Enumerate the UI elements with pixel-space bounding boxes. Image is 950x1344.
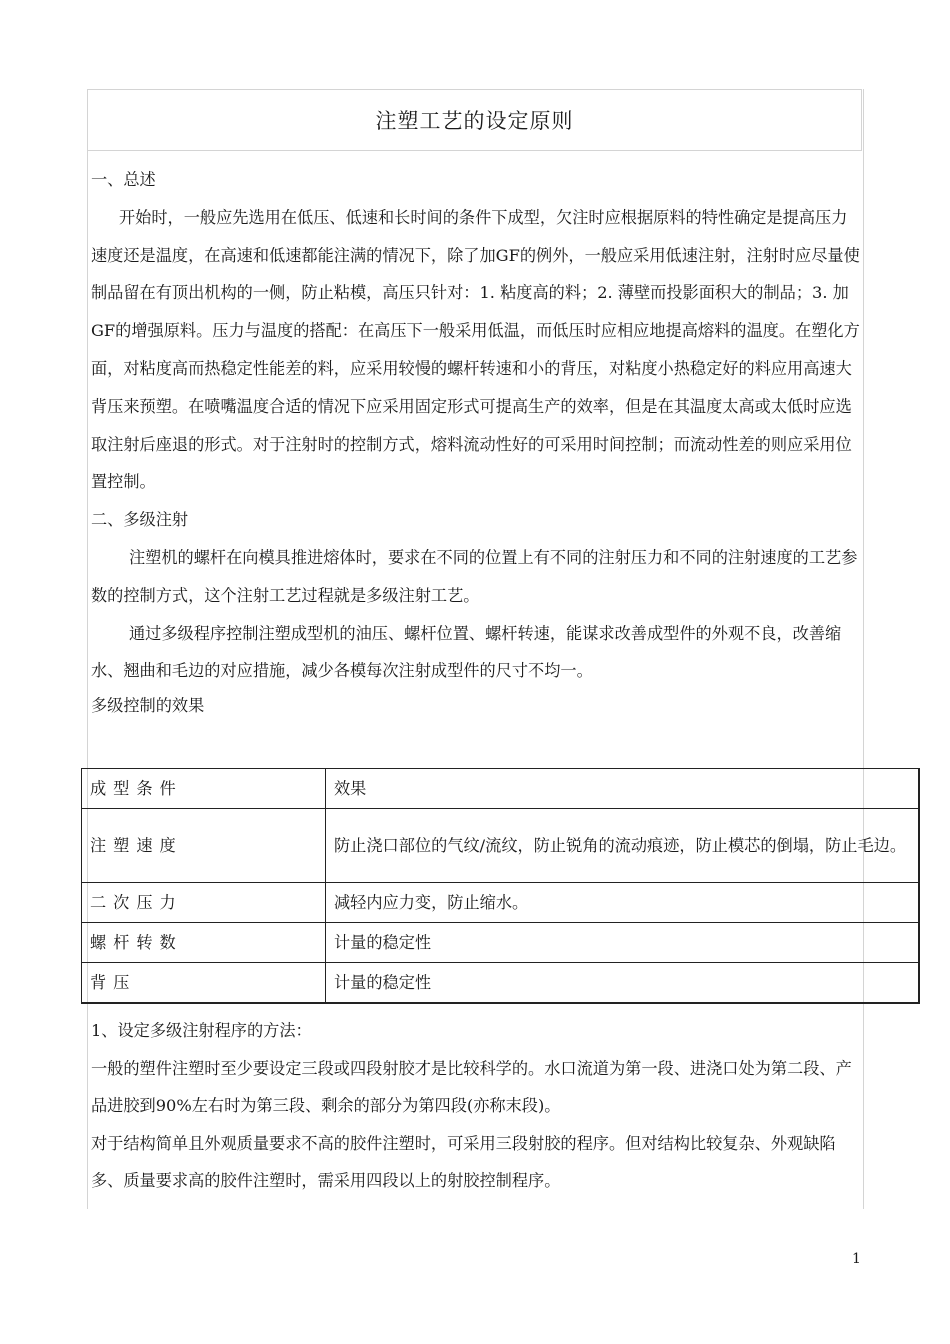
table-row <box>82 883 920 923</box>
section2-paragraph-2: 通过多级程序控制注塑成型机的油压、螺杆位置、螺杆转速，能谋求改善成型件的外观不良，改善缩水、翘曲和毛边的对应措施，减少各模每次注射成型件的尺寸不均一。 <box>91 623 842 681</box>
table-row <box>82 963 920 1004</box>
document-title-text: 注塑工艺的设定原则 <box>375 109 574 133</box>
section3-paragraph-2: 对于结构简单且外观质量要求不高的胶件注塑时，可采用三段射胶的程序。但对结构比较复杂、外观缺陷多、质量要求高的胶件注塑时，需采用四段以上的射胶控制程序。 <box>91 1133 836 1190</box>
row-effect: 计量的稳定性 <box>326 923 920 963</box>
table-row <box>82 923 920 963</box>
section2-heading: 二、多级注射 <box>91 510 189 530</box>
section3-paragraph-1: 一般的塑件注塑时至少要设定三段或四段射胶才是比较科学的。水口流道为第一段、进浇口处为第二段、产品进胶到90%左右时为第三段、剩余的部分为第四段(亦称末段)。 <box>91 1058 852 1115</box>
main-content <box>91 161 861 722</box>
table-caption: 多级控制的效果 <box>91 696 205 716</box>
table-header-row <box>82 769 920 809</box>
row-effect: 防止浇口部位的气纹/流纹，防止锐角的流动痕迹，防止模芯的倒塌，防止毛边。 <box>326 809 920 883</box>
row-condition: 二次压力 <box>82 883 326 923</box>
effects-table <box>81 768 920 1004</box>
row-condition: 背压 <box>82 963 326 1004</box>
row-condition: 注塑速度 <box>82 809 326 883</box>
section3-heading: 1、设定多级注射程序的方法： <box>91 1021 312 1040</box>
row-effect: 减轻内应力变，防止缩水。 <box>326 883 920 923</box>
row-effect: 计量的稳定性 <box>326 963 920 1004</box>
section1-paragraph: 开始时，一般应先选用在低压、低速和长时间的条件下成型，欠注时应根据原料的特性确定是提高压力速度还是温度，在高速和低速都能注满的情况下，除了加GF的例外，一般应采用低速注射，注射时应尽量使制品留在有顶出机构的一侧，防止粘模，高压只针对：1. 粘度高的料；2. 薄壁而投影面积大的制品；3. 加GF的增强原料。压力与温度的搭配：在高压下一般采用低温，而低压时应相应地提高熔料的温度。在塑化方面，对粘度高而热稳定性能差的料，应采用较慢的螺杆转速和小的背压，对粘度小热稳定好的料应用高速大背压来预塑。在喷嘴温度合适的情况下应采用固定形式可提高生产的效率，但是在其温度太高或太低时应选取注射后座退的形式。对于注射时的控制方式，熔料流动性好的可采用时间控制；而流动性差的则应采用位置控制。 <box>91 207 860 492</box>
header-condition: 成型条件 <box>82 769 326 809</box>
page-number: 1 <box>852 1251 861 1267</box>
row-condition: 螺杆转数 <box>82 923 326 963</box>
table-row <box>82 809 920 883</box>
section2-paragraph-1: 注塑机的螺杆在向模具推进熔体时，要求在不同的位置上有不同的注射压力和不同的注射速度的工艺参数的控制方式，这个注射工艺过程就是多级注射工艺。 <box>91 547 858 605</box>
section1-heading: 一、总述 <box>91 170 156 189</box>
lower-content <box>91 1012 861 1200</box>
header-effect: 效果 <box>326 769 920 809</box>
document-title <box>87 89 862 151</box>
